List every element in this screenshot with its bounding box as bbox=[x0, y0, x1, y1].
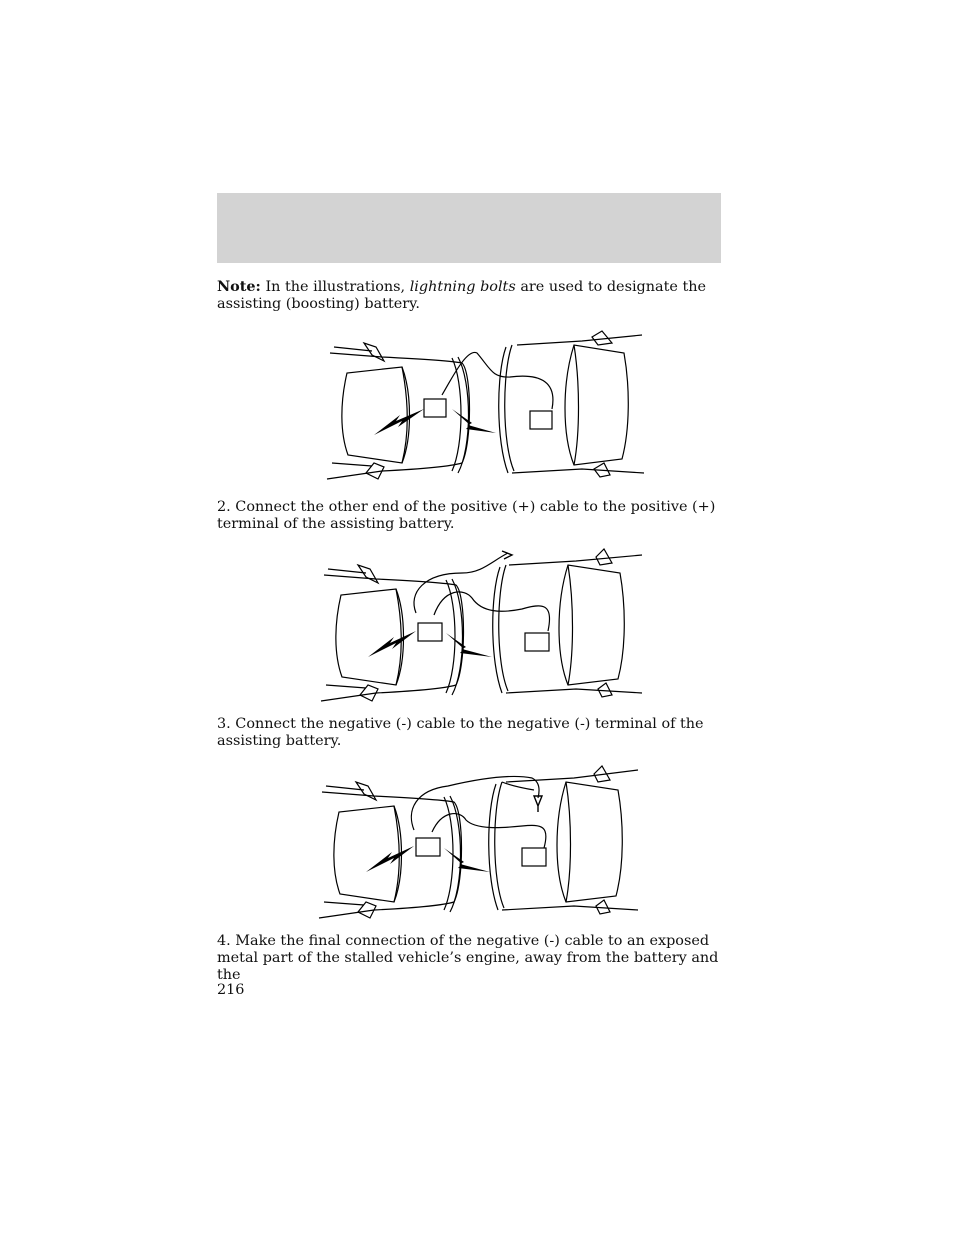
cable-clamp-icon bbox=[534, 796, 542, 812]
note-label: Note: bbox=[217, 278, 261, 295]
lightning-bolt-icon bbox=[446, 633, 492, 657]
assisting-battery bbox=[522, 848, 546, 866]
assisting-car-outline bbox=[493, 549, 642, 697]
stalled-battery bbox=[416, 838, 440, 856]
cable-connections bbox=[411, 776, 546, 848]
stalled-battery bbox=[424, 399, 446, 417]
page-number: 216 bbox=[217, 982, 245, 998]
lightning-bolt-icon bbox=[366, 846, 414, 872]
lightning-bolt-icon bbox=[374, 409, 424, 435]
jump-start-illustration-3 bbox=[312, 760, 652, 922]
jump-start-illustration-2 bbox=[312, 543, 652, 705]
step-3-paragraph: 3. Connect the negative (-) cable to the negative (-) terminal of the assisting battery. bbox=[217, 716, 704, 749]
stalled-car-outline bbox=[327, 343, 470, 479]
cable-positive bbox=[414, 553, 550, 631]
assisting-car-outline bbox=[499, 331, 644, 477]
step-2-paragraph: 2. Connect the other end of the positive (+) cable to the positive (+) terminal of the assisting battery. bbox=[217, 499, 716, 532]
note-emphasis: lightning bolts bbox=[409, 279, 516, 295]
step-4-paragraph: 4. Make the final connection of the negative (-) cable to an exposed metal part of the stalled vehicle’s engine, away from the battery and the bbox=[217, 933, 719, 983]
lightning-bolt-icon bbox=[452, 409, 496, 433]
assisting-car-outline bbox=[489, 766, 638, 914]
note-paragraph bbox=[217, 278, 721, 313]
lightning-bolt-icon bbox=[444, 848, 490, 872]
assisting-battery bbox=[530, 411, 552, 429]
note-text-after: are used to designate the assisting (boosting) battery. bbox=[217, 279, 707, 312]
lightning-bolt-icon bbox=[368, 631, 416, 657]
section-header-band bbox=[217, 193, 721, 263]
note-text-before: In the illustrations, bbox=[265, 279, 406, 295]
assisting-battery bbox=[525, 633, 549, 651]
stalled-battery bbox=[418, 623, 442, 641]
jump-start-illustration-1 bbox=[312, 323, 652, 483]
